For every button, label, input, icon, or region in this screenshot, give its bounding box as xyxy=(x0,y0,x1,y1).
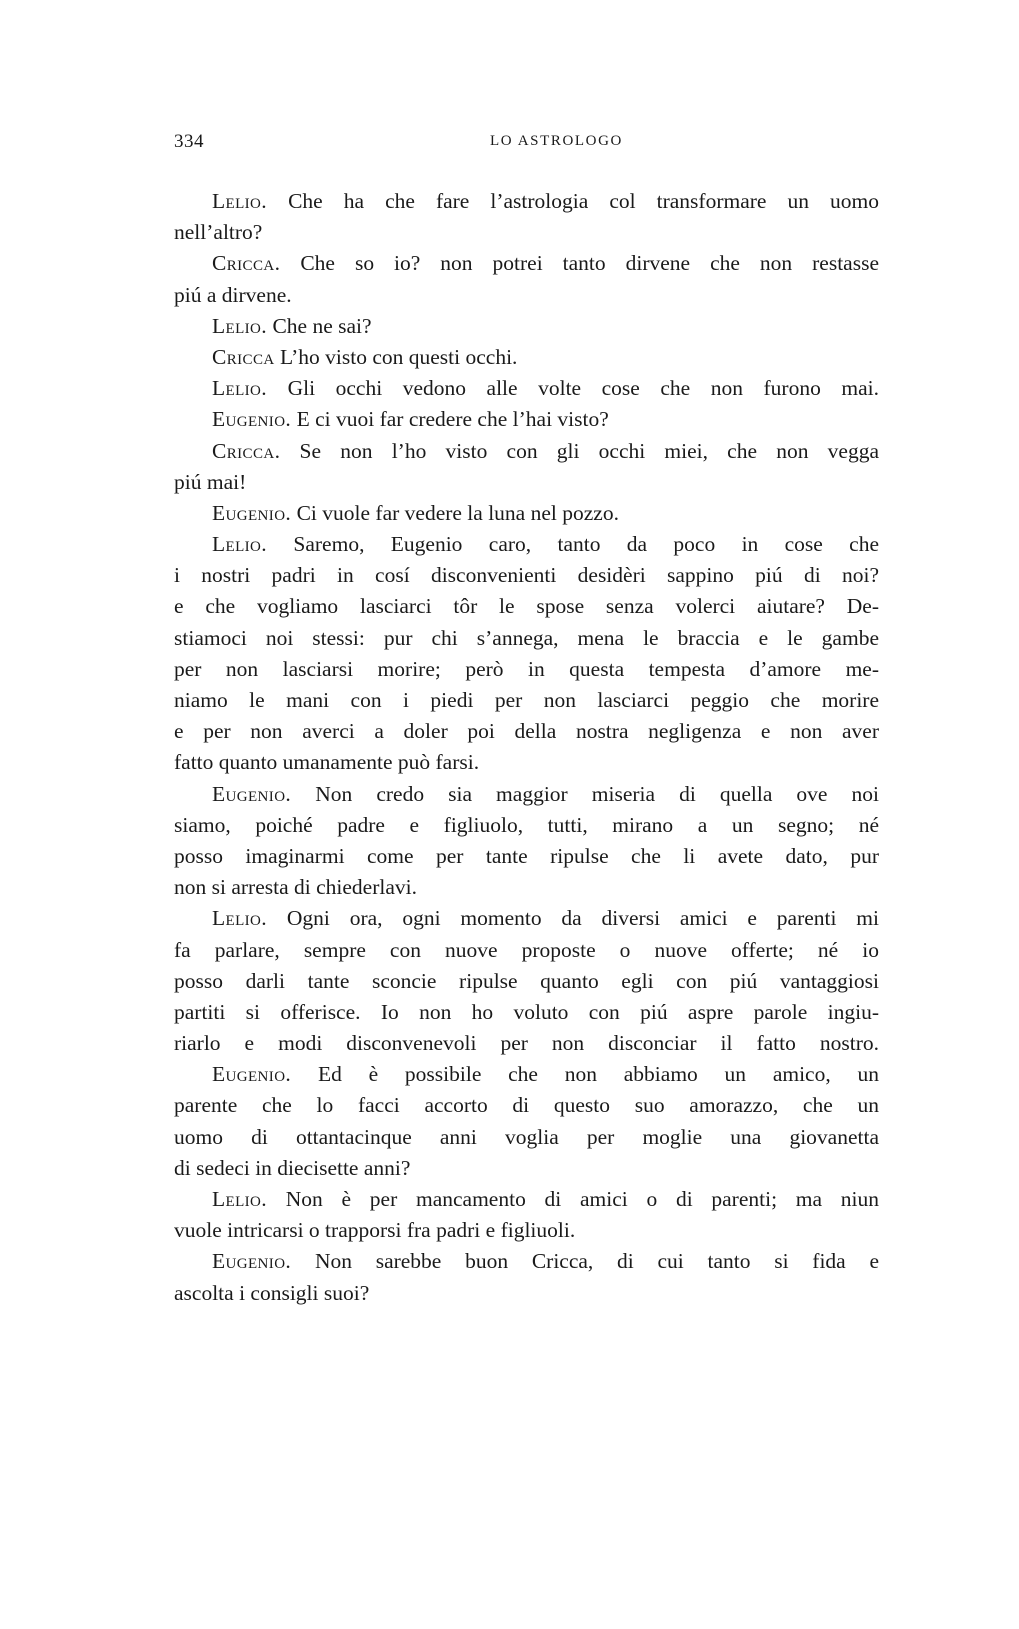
speaker-name: Cricca. xyxy=(212,251,281,276)
speaker-name: Eugenio. xyxy=(212,1249,292,1274)
speech-line-with-speaker xyxy=(174,529,879,560)
speech-line-with-speaker xyxy=(174,373,879,404)
line-text: non si arresta di chiederlavi. xyxy=(174,875,417,900)
speaker-name: Lelio. xyxy=(212,532,268,557)
text-line xyxy=(174,1122,879,1153)
line-text: Se non l’ho visto con gli occhi miei, che non vegga xyxy=(280,438,879,463)
line-text: parente che lo facci accorto di questo suo amorazzo, che un xyxy=(174,1093,879,1118)
speaker-name: Lelio. xyxy=(212,189,268,213)
speech-line-with-speaker xyxy=(174,311,879,342)
line-text: uomo di ottantacinque anni voglia per moglie una giovanetta xyxy=(174,1124,879,1149)
speaker-name: Cricca xyxy=(212,344,275,369)
speaker-name: Lelio. xyxy=(212,313,268,338)
speaker-name: Lelio. xyxy=(212,376,268,401)
text-line xyxy=(174,217,879,248)
text-line xyxy=(174,997,879,1028)
line-text: e che vogliamo lasciarci tôr le spose senza volerci aiutare? De- xyxy=(174,594,879,619)
line-text: fa parlare, sempre con nuove proposte o nuove offerte; né io xyxy=(174,937,879,962)
line-text: per non lasciarsi morire; però in questa tempesta d’amore me- xyxy=(174,656,879,681)
speech-line-with-speaker xyxy=(174,404,879,435)
line-text: vuole intricarsi o trapporsi fra padri e figliuoli. xyxy=(174,1218,576,1243)
line-text: stiamoci noi stessi: pur chi s’annega, mena le braccia e le gambe xyxy=(174,625,879,650)
text-line xyxy=(174,1153,879,1184)
text-line xyxy=(174,872,879,903)
text-line xyxy=(174,716,879,747)
text-line xyxy=(174,1215,879,1246)
line-text: fatto quanto umanamente può farsi. xyxy=(174,750,480,775)
text-line xyxy=(174,1090,879,1121)
dialogue-text xyxy=(174,186,879,1309)
text-line xyxy=(174,1278,879,1309)
text-line xyxy=(174,935,879,966)
line-text: niamo le mani con i piedi per non lasciarci peggio che morire xyxy=(174,688,879,712)
text-line xyxy=(174,623,879,654)
line-text: posso imaginarmi come per tante ripulse che li avete dato, pur xyxy=(174,843,879,868)
line-text: piú mai! xyxy=(174,469,247,494)
line-text: i nostri padri in cosí disconvenienti desidèri sappino piú di noi? xyxy=(174,563,879,588)
speaker-name: Eugenio. xyxy=(212,500,292,525)
speaker-name: Eugenio. xyxy=(212,407,292,432)
line-text: siamo, poiché padre e figliuolo, tutti, mirano a un segno; né xyxy=(174,812,879,837)
text-line xyxy=(174,1028,879,1059)
line-text: Ci vuole far vedere la luna nel pozzo. xyxy=(291,500,619,525)
line-text: Gli occhi vedono alle volte cose che non furono mai. xyxy=(267,376,879,401)
line-text: partiti si offerisce. Io non ho voluto con piú aspre parole ingiu- xyxy=(174,999,879,1024)
line-text: Non credo sia maggior miseria di quella ove noi xyxy=(291,781,879,806)
speech-line-with-speaker xyxy=(174,248,879,279)
line-text: ascolta i consigli suoi? xyxy=(174,1280,370,1305)
running-head xyxy=(174,131,879,157)
speaker-name: Lelio. xyxy=(212,906,268,931)
line-text: Non è per mancamento di amici o di parenti; ma niun xyxy=(267,1187,879,1211)
line-text: Che ha che fare l’astrologia col transformare un uomo xyxy=(267,189,879,213)
text-line xyxy=(174,280,879,311)
line-text: Saremo, Eugenio caro, tanto da poco in cose che xyxy=(267,532,879,557)
text-line xyxy=(174,560,879,591)
line-text: riarlo e modi disconvenevoli per non disconciar il fatto nostro. xyxy=(174,1031,879,1056)
line-text: nell’altro? xyxy=(174,220,263,245)
text-line xyxy=(174,966,879,997)
speaker-name: Lelio. xyxy=(212,1187,268,1211)
speech-line-with-speaker xyxy=(174,342,879,373)
text-line xyxy=(174,685,879,716)
page-number: 334 xyxy=(174,131,204,152)
speech-line-with-speaker xyxy=(174,186,879,217)
text-line xyxy=(174,467,879,498)
speech-line-with-speaker xyxy=(174,1246,879,1277)
speaker-name: Eugenio. xyxy=(212,1062,292,1087)
speech-line-with-speaker xyxy=(174,436,879,467)
speech-line-with-speaker xyxy=(174,779,879,810)
line-text: L’ho visto con questi occhi. xyxy=(274,344,518,369)
text-line xyxy=(174,591,879,622)
speech-line-with-speaker xyxy=(174,498,879,529)
line-text: posso darli tante sconcie ripulse quanto egli con piú vantaggiosi xyxy=(174,968,879,993)
line-text: Che ne sai? xyxy=(267,313,372,338)
text-line xyxy=(174,810,879,841)
text-line xyxy=(174,747,879,778)
line-text: Ogni ora, ogni momento da diversi amici e parenti mi xyxy=(267,906,879,931)
text-line xyxy=(174,654,879,685)
speaker-name: Eugenio. xyxy=(212,781,292,806)
line-text: di sedeci in diecisette anni? xyxy=(174,1155,411,1180)
line-text: Non sarebbe buon Cricca, di cui tanto si fida e xyxy=(291,1249,879,1274)
line-text: Ed è possibile che non abbiamo un amico, un xyxy=(291,1062,879,1087)
running-title: LO ASTROLOGO xyxy=(490,133,623,149)
line-text: E ci vuoi far credere che l’hai visto? xyxy=(291,407,609,432)
line-text: e per non averci a doler poi della nostra negligenza e non aver xyxy=(174,719,879,744)
text-line xyxy=(174,841,879,872)
speech-line-with-speaker xyxy=(174,1184,879,1215)
speech-line-with-speaker xyxy=(174,1059,879,1090)
line-text: Che so io? non potrei tanto dirvene che non restasse xyxy=(280,251,879,276)
speech-line-with-speaker xyxy=(174,903,879,934)
line-text: piú a dirvene. xyxy=(174,282,292,307)
speaker-name: Cricca. xyxy=(212,438,281,463)
